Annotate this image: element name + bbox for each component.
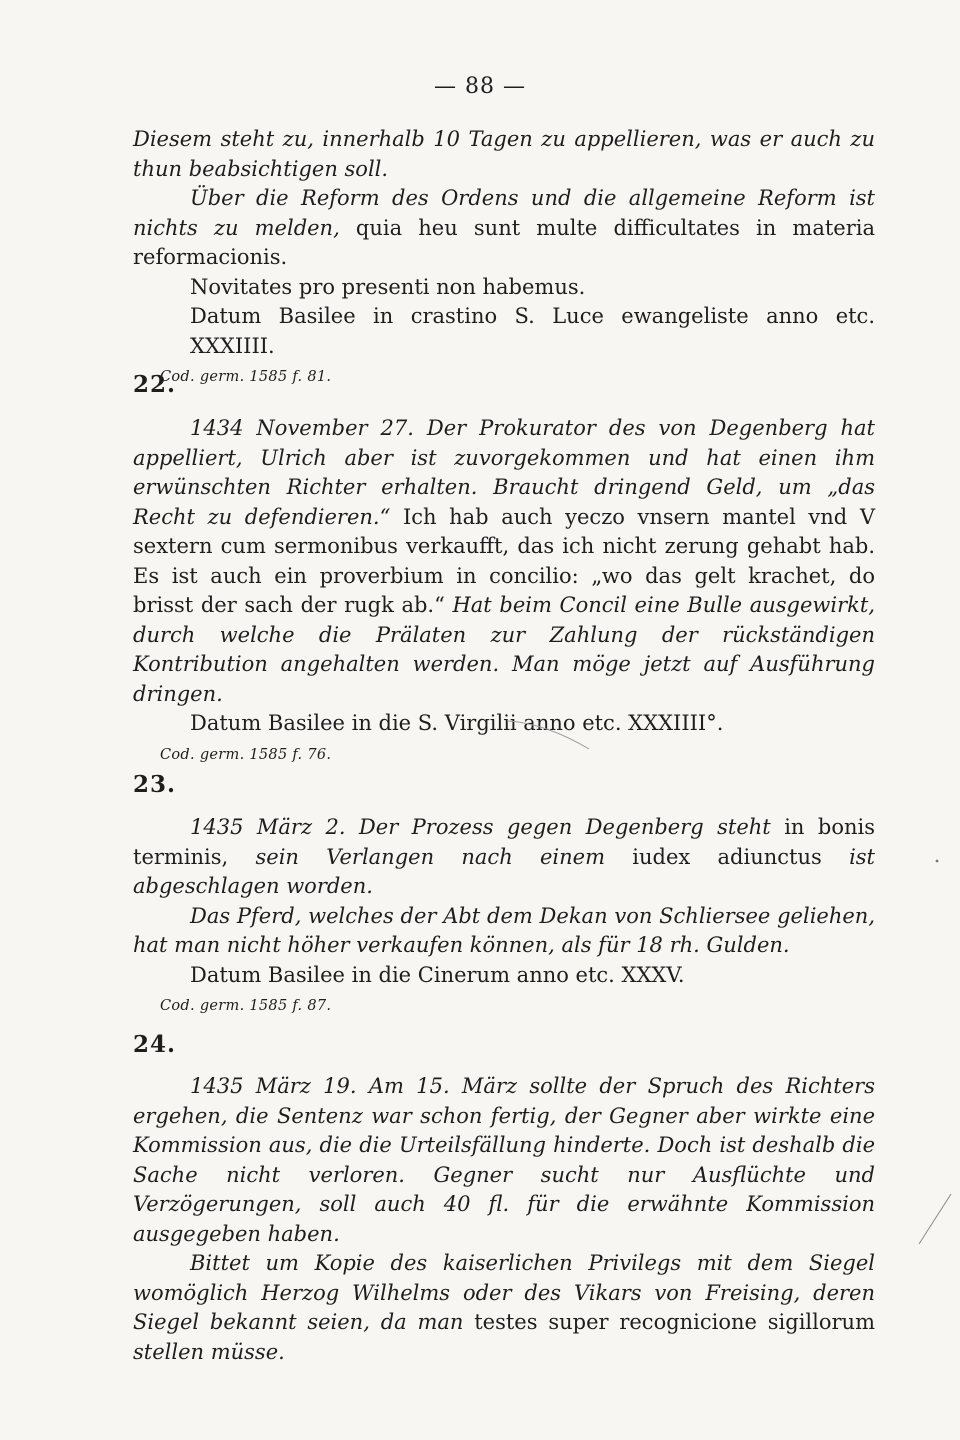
italic-run: stellen müsse. [133,1339,285,1364]
quotation-run: Ich hab auch yeczo vnsern mantel vnd V sextern cum sermonibus verkaufft, das ich nicht zerung gehabt hab. Es ist auch ein proverbium in concilio: „wo das gelt krachet, do brisst der sach der rugk ab.“ [133,504,875,617]
italic-run: 1434 November 27. Der Prokurator des von Degenberg hat appelliert, Ulrich aber ist zuvorgekommen und hat einen ihm erwünschten Richter erhalten. Braucht dringend Geld, um „das Recht zu defendieren.“ [133,416,875,529]
regest-paragraph: Das Pferd, welches der Abt dem Dekan von Schliersee geliehen, hat man nicht höher verkaufen können, als für 18 rh. Gulden. [133,903,875,957]
paragraph: Diesem steht zu, innerhalb 10 Tagen zu appellieren, was er auch zu thun beabsichtigen soll. [133,127,875,181]
italic-run: ist abgeschlagen worden. [133,844,875,898]
document-23 [133,770,875,1016]
document-22 [133,370,875,765]
dating-line: Datum Basilee in crastino S. Luce ewangeliste anno etc. XXXIIII. [190,304,875,358]
paragraph: Novitates pro presenti non habemus. [190,274,586,299]
source-reference: Cod. germ. 1585 f. 76. [160,746,332,763]
block-continuation [133,125,875,387]
latin-run: in bonis terminis, [133,815,875,869]
source-reference: Cod. germ. 1585 f. 87. [160,998,332,1014]
paragraph [133,184,875,273]
document-24 [133,1030,875,1367]
source-reference: Cod. germ. 1585 f. 81. [160,369,332,385]
pencil-stroke-mark [505,715,595,755]
regest-paragraph [133,813,875,902]
latin-run: testes super recognicione sigillorum [463,1310,875,1334]
dating-line: Datum Basilee in die Cinerum anno etc. XXXV. [190,962,685,987]
page-number: — 88 — [434,74,526,99]
regest-paragraph [133,414,875,709]
ink-dot-mark [934,858,940,864]
document-number: 24. [133,1031,177,1058]
latin-run: quia heu sunt multe difficultates in materia reformacionis. [133,215,875,269]
pencil-stroke-mark [915,1190,955,1250]
italic-run: 1435 März 2. Der Prozess gegen Degenberg steht [190,815,771,839]
document-number: 22. [133,371,177,398]
dating-line: Datum Basilee in die S. Virgilii anno etc. XXXIIII°. [190,711,724,735]
italic-run: Hat beim Concil eine Bulle ausgewirkt, durch welche die Prälaten zur Zahlung der rückständigen Kontribution angehalten werden. Man möge jetzt auf Ausführung dringen. [133,593,875,706]
italic-run: Über die Reform des Ordens und die allgemeine Reform ist nichts zu melden, [133,186,875,240]
regest-paragraph [133,1249,875,1367]
document-number: 23. [133,771,177,798]
regest-paragraph: 1435 März 19. Am 15. März sollte der Spruch des Richters ergehen, die Sentenz war schon fertig, der Gegner aber wirkte eine Kommission aus, die die Urteilsfällung hinderte. Doch ist deshalb die Sache nicht verloren. Gegner sucht nur Ausflüchte und Verzögerungen, soll auch 40 fl. für die erwähnte Kommission ausgegeben haben. [133,1074,875,1246]
latin-run: iudex adiunctus [605,844,850,869]
italic-run: Bittet um Kopie des kaiserlichen Privilegs mit dem Siegel womöglich Herzog Wilhelms oder des Vikars von Freising, deren Siegel bekannt seien, da man [133,1251,875,1334]
italic-run: sein Verlangen nach einem [255,844,606,869]
